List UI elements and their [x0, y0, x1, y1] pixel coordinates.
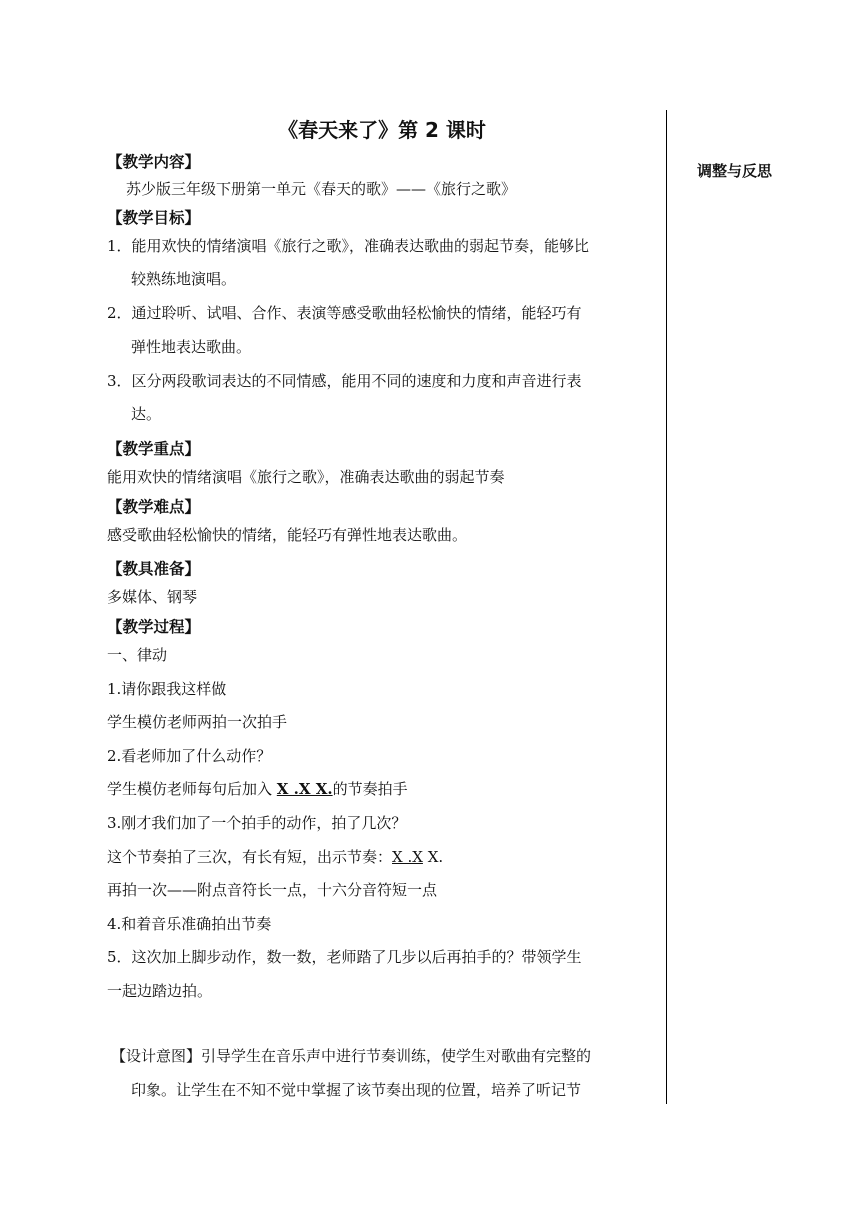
step-5-line-2: 一起边踏边拍。 [107, 982, 213, 1000]
content-text: 苏少版三年级下册第一单元《春天的歌》——《旅行之歌》 [126, 180, 517, 198]
goal-3-line-2: 达。 [131, 405, 162, 423]
step-1-desc: 学生模仿老师两拍一次拍手 [107, 713, 288, 731]
content-heading: 【教学内容】 [107, 153, 201, 171]
rhythm-tail: X. [310, 780, 333, 798]
section-1-heading: 一、律动 [107, 646, 168, 664]
goal-3-line-1: 3．区分两段歌词表达的不同情感，能用不同的速度和力度和声音进行表 [107, 372, 582, 390]
difficulty-text: 感受歌曲轻松愉快的情绪，能轻巧有弹性地表达歌曲。 [107, 526, 468, 544]
step-2: 2.看老师加了什么动作？ [107, 747, 272, 765]
goal-1-line-2: 较熟练地演唱。 [131, 270, 237, 288]
step-2-desc-pre: 学生模仿老师每句后加入 [107, 780, 277, 798]
step-4: 4.和着音乐准确拍出节奏 [107, 915, 272, 933]
goal-1-line-1: 1．能用欢快的情绪演唱《旅行之歌》，准确表达歌曲的弱起节奏，能够比 [107, 237, 590, 255]
difficulty-heading: 【教学难点】 [107, 498, 201, 516]
step-3-tail: X. [422, 848, 444, 866]
goal-2-line-1: 2．通过聆听、试唱、合作、表演等感受歌曲轻松愉快的情绪，能轻巧有 [107, 304, 582, 322]
step-1: 1.请你跟我这样做 [107, 680, 227, 698]
design-line-1: 【设计意图】引导学生在音乐声中进行节奏训练，使学生对歌曲有完整的 [111, 1047, 592, 1065]
tools-text: 多媒体、钢琴 [107, 588, 198, 606]
design-line-2: 印象。让学生在不知不觉中掌握了该节奏出现的位置，培养了听记节 [131, 1081, 582, 1099]
step-3-rhythm: X .X [392, 848, 423, 866]
column-divider [666, 110, 667, 1104]
step-3-desc-pre: 这个节奏拍了三次，有长有短，出示节奏： [107, 848, 393, 866]
side-heading: 调整与反思 [697, 162, 773, 180]
tools-heading: 【教具准备】 [107, 560, 201, 578]
key-text: 能用欢快的情绪演唱《旅行之歌》，准确表达歌曲的弱起节奏 [107, 468, 505, 486]
step-3: 3.刚才我们加了一个拍手的动作，拍了几次？ [107, 814, 407, 832]
process-heading: 【教学过程】 [107, 618, 201, 636]
step-3-desc [107, 846, 443, 867]
rhythm-notation: X .X [276, 780, 311, 798]
page-title: 《春天来了》第 2 课时 [278, 118, 486, 142]
goals-heading: 【教学目标】 [107, 209, 201, 227]
goal-2-line-2: 弹性地表达歌曲。 [131, 338, 252, 356]
step-2-desc-post: 的节奏拍手 [332, 780, 408, 798]
step-5-line-1: 5．这次加上脚步动作，数一数，老师踏了几步以后再拍手的？带领学生 [107, 948, 582, 966]
step-3-more: 再拍一次——附点音符长一点，十六分音符短一点 [107, 881, 438, 899]
key-heading: 【教学重点】 [107, 440, 201, 458]
step-2-desc [107, 778, 408, 799]
